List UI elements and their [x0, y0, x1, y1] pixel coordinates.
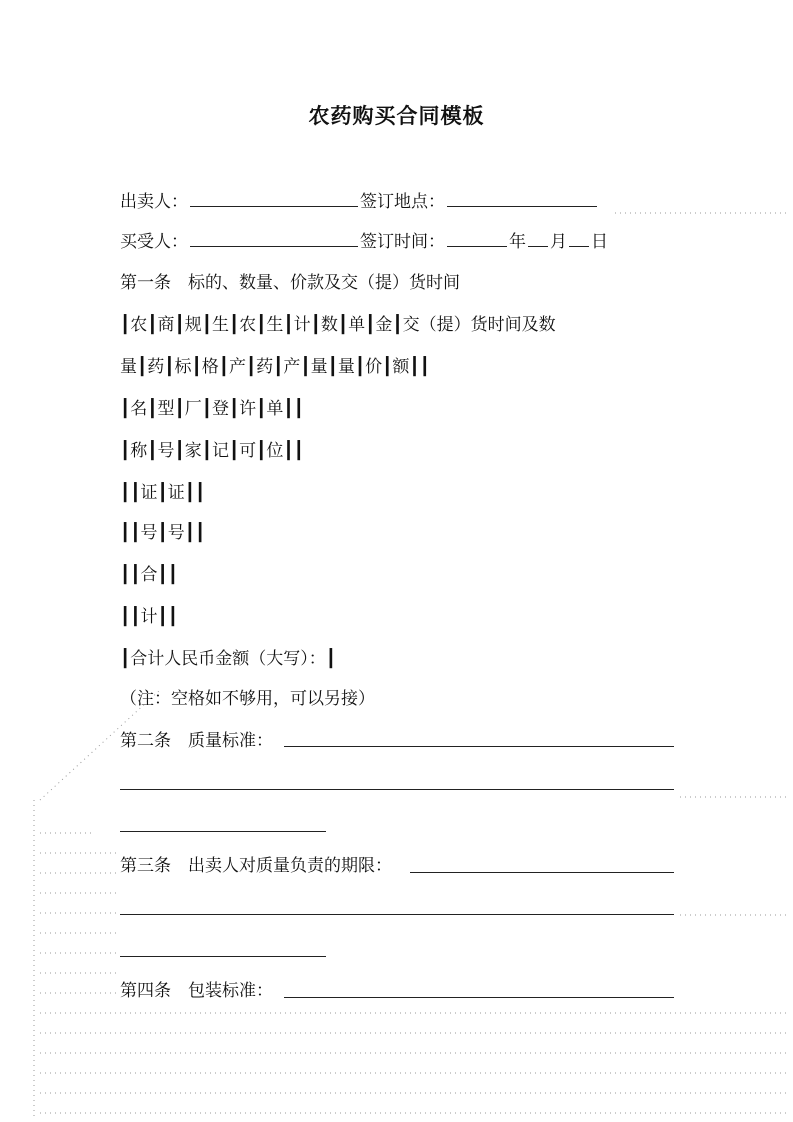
buyer-blank[interactable]	[190, 230, 358, 247]
quality-period-blank-2[interactable]	[120, 914, 674, 915]
table-line: ┃┃号┃号┃┃	[120, 523, 206, 543]
quality-period-blank[interactable]	[410, 872, 674, 873]
article4-heading: 第四条 包装标准：	[120, 981, 273, 1001]
sign-time-label: 签订时间：	[360, 232, 445, 252]
sign-month-blank[interactable]	[528, 230, 548, 247]
day-label: 日	[591, 232, 608, 252]
seller-line	[120, 190, 599, 213]
table-line: 量┃药┃标┃格┃产┃药┃产┃量┃量┃价┃额┃┃	[120, 357, 430, 377]
buyer-line	[120, 230, 608, 253]
buyer-label: 买受人：	[120, 232, 188, 252]
article2-heading: 第二条 质量标准：	[120, 731, 273, 751]
quality-standard-blank-2[interactable]	[120, 789, 674, 790]
table-line: ┃称┃号┃家┃记┃可┃位┃┃	[120, 441, 304, 461]
quality-standard-blank-3[interactable]	[120, 831, 326, 832]
document-title: 农药购买合同模板	[308, 104, 485, 128]
sign-place-blank[interactable]	[447, 190, 597, 207]
sign-place-label: 签订地点：	[360, 192, 445, 212]
article1-heading: 第一条 标的、数量、价款及交（提）货时间	[120, 273, 460, 293]
table-line: ┃农┃商┃规┃生┃农┃生┃计┃数┃单┃金┃交（提）货时间及数	[120, 315, 556, 335]
table-line: ┃┃证┃证┃┃	[120, 483, 206, 503]
month-label: 月	[550, 232, 567, 252]
seller-blank[interactable]	[190, 190, 358, 207]
quality-period-blank-3[interactable]	[120, 956, 326, 957]
table-line: ┃┃计┃┃	[120, 607, 178, 627]
sign-year-blank[interactable]	[447, 230, 507, 247]
note-line: （注：空格如不够用，可以另接）	[120, 689, 375, 709]
article3-heading: 第三条 出卖人对质量负责的期限：	[120, 856, 392, 876]
year-label: 年	[509, 232, 526, 252]
sign-day-blank[interactable]	[569, 230, 589, 247]
table-line: ┃名┃型┃厂┃登┃许┃单┃┃	[120, 399, 304, 419]
quality-standard-blank[interactable]	[284, 746, 674, 747]
seller-label: 出卖人：	[120, 192, 188, 212]
total-amount-line: ┃合计人民币金额（大写）：┃	[120, 649, 336, 669]
table-line: ┃┃合┃┃	[120, 565, 178, 585]
packaging-standard-blank[interactable]	[284, 997, 674, 998]
